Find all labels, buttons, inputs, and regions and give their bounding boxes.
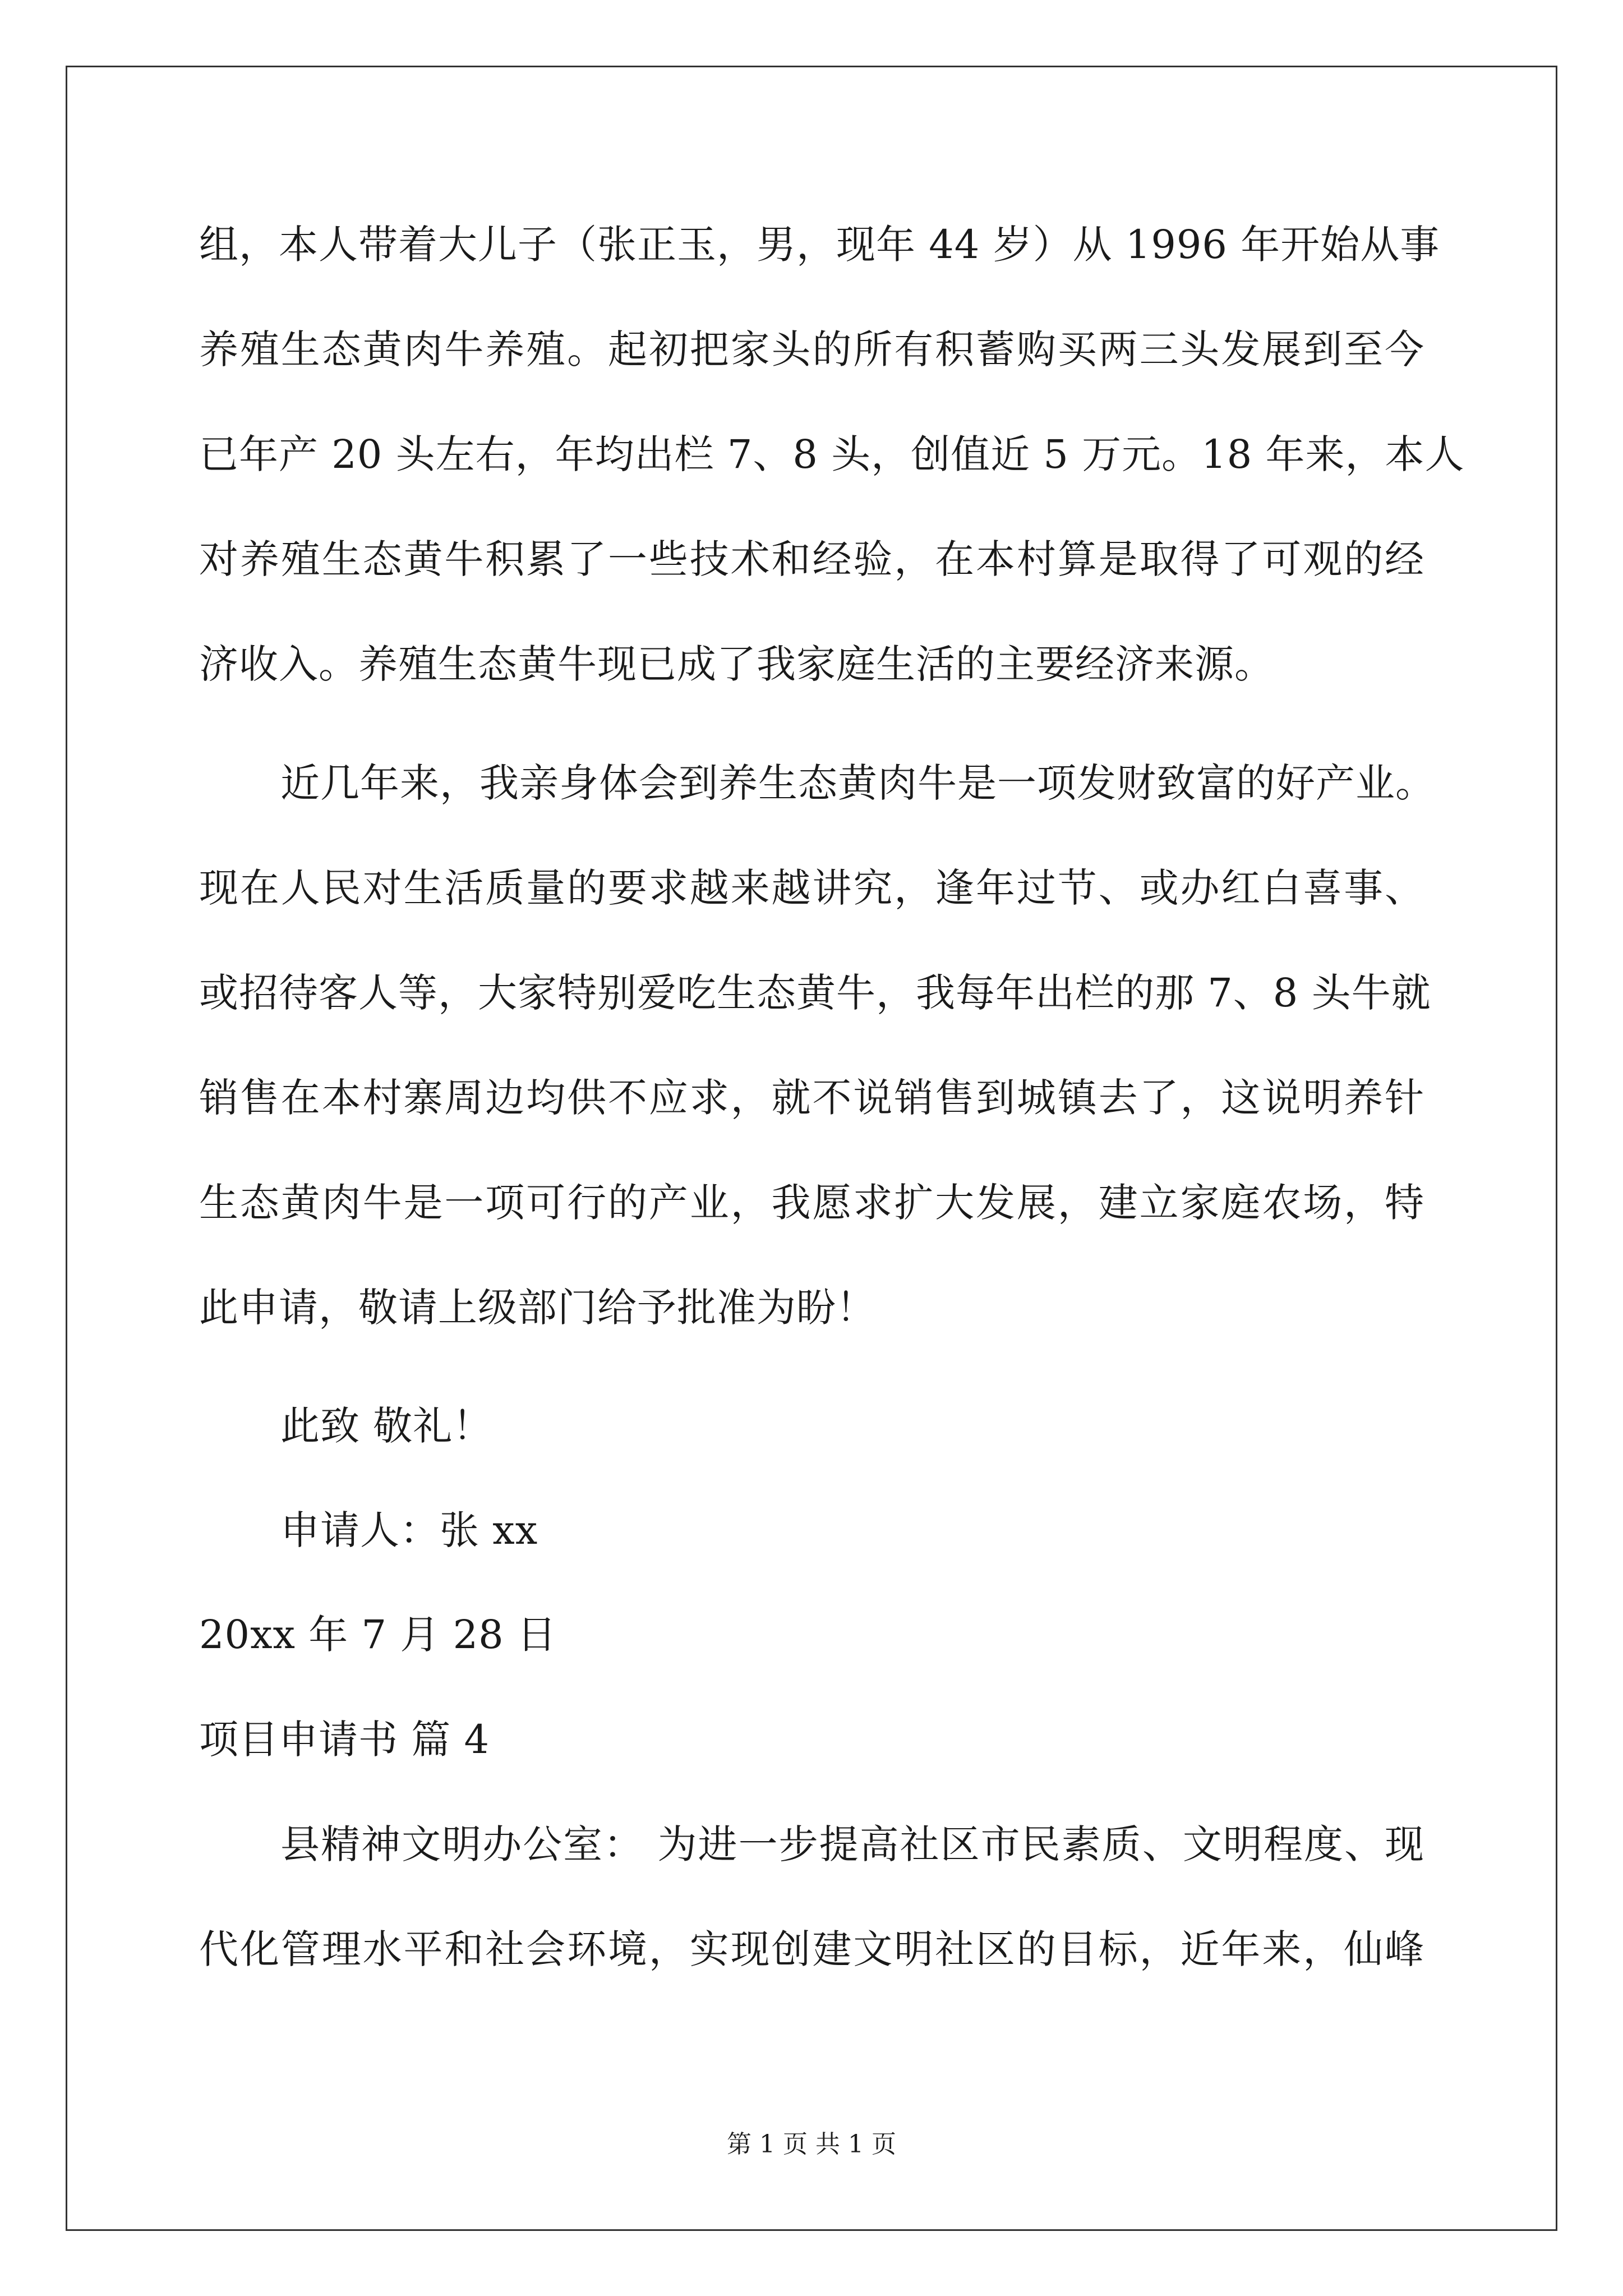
body-line-7: 现在人民对生活质量的要求越来越讲究，逢年过节、或办红白喜事、 — [199, 865, 1424, 911]
page-footer: 第 1 页 共 1 页 — [727, 2130, 896, 2159]
body-line-4: 对养殖生态黄牛积累了一些技术和经验，在本村算是取得了可观的经 — [199, 536, 1424, 582]
body-line-6: 近几年来，我亲身体会到养生态黄肉牛是一项发财致富的好产业。 — [280, 760, 1435, 806]
body-line-11: 此申请，敬请上级部门给予批准为盼！ — [199, 1285, 876, 1331]
body-line-3: 已年产 20 头左右，年均出栏 7、8 头，创值近 5 万元。18 年来，本人 — [199, 431, 1465, 477]
body-line-16: 县精神文明办公室： 为进一步提高社区市民素质、文明程度、现 — [280, 1821, 1424, 1867]
body-line-8: 或招待客人等，大家特别爱吃生态黄牛，我每年出栏的那 7、8 头牛就 — [199, 970, 1431, 1016]
date-line: 20xx 年 7 月 28 日 — [199, 1612, 557, 1658]
body-line-5: 济收入。养殖生态黄牛现已成了我家庭生活的主要经济来源。 — [199, 641, 1274, 687]
body-line-17: 代化管理水平和社会环境，实现创建文明社区的目标，近年来，仙峰 — [199, 1926, 1424, 1972]
body-line-10: 生态黄肉牛是一项可行的产业，我愿求扩大发展，建立家庭农场，特 — [199, 1180, 1424, 1226]
body-line-9: 销售在本村寨周边均供不应求，就不说销售到城镇去了，这说明养针 — [199, 1075, 1424, 1121]
applicant-signature: 申请人：张 xx — [280, 1507, 538, 1553]
closing-salutation: 此致 敬礼！ — [280, 1403, 493, 1449]
page-border — [66, 66, 1557, 2231]
body-line-1: 组，本人带着大儿子（张正玉，男，现年 44 岁）从 1996 年开始从事 — [199, 222, 1440, 268]
section-heading: 项目申请书 篇 4 — [199, 1717, 490, 1763]
body-line-2: 养殖生态黄肉牛养殖。起初把家头的所有积蓄购买两三头发展到至今 — [199, 326, 1424, 372]
